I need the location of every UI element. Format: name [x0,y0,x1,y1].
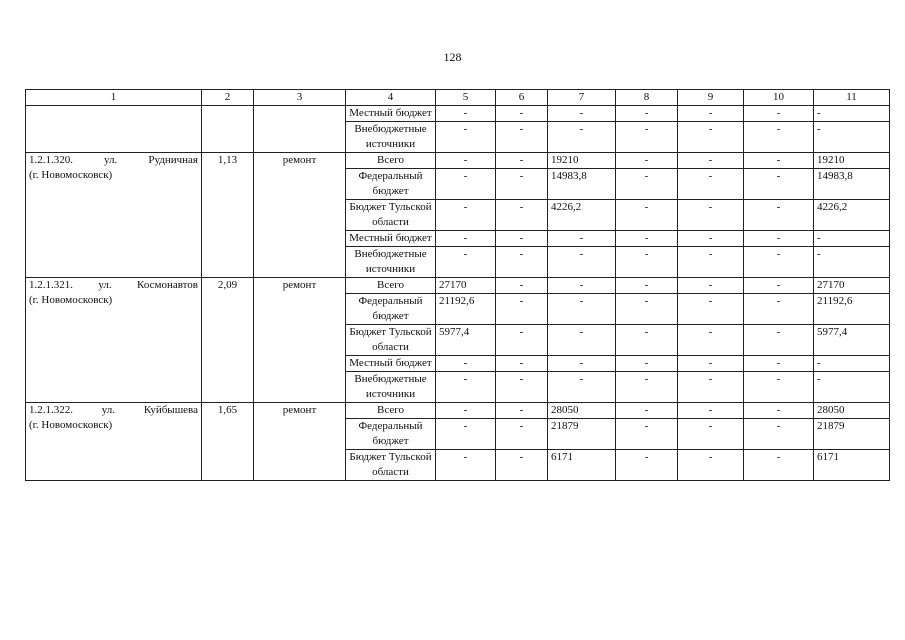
value-cell-v6: - [496,200,548,231]
column-header: 8 [616,90,678,106]
value-cell-v9: - [678,403,744,419]
column-header: 4 [346,90,436,106]
value-cell-v10: - [744,403,814,419]
value-cell-v8: - [616,200,678,231]
value-cell-v8: - [616,122,678,153]
value-cell-v7: 28050 [548,403,616,419]
value-cell-v5: - [436,450,496,481]
value-cell-v6: - [496,122,548,153]
value-cell-v7: - [548,356,616,372]
table-row [26,106,890,122]
value-cell-v11: 6171 [814,450,890,481]
funding-source-cell: Местный бюджет [346,106,436,122]
value-cell-v8: - [616,106,678,122]
value-cell-v9: - [678,325,744,356]
column-header: 7 [548,90,616,106]
value-cell-v6: - [496,169,548,200]
object-name: 1.2.1.320. ул. Рудничная [29,154,198,166]
value-cell-v10: - [744,419,814,450]
value-cell-v11: 4226,2 [814,200,890,231]
funding-source-cell: Бюджет Тульской области [346,325,436,356]
value-cell-v5: 27170 [436,278,496,294]
funding-source-cell: Всего [346,403,436,419]
value-cell-v11: - [814,372,890,403]
value-cell-v5: - [436,419,496,450]
work-type-cell: ремонт [254,403,346,481]
column-header: 2 [202,90,254,106]
value-cell-v8: - [616,403,678,419]
funding-source-cell: Бюджет Тульской области [346,200,436,231]
value-cell-v6: - [496,403,548,419]
value-cell-v10: - [744,325,814,356]
funding-source-cell: Внебюджетные источники [346,122,436,153]
table-row [26,278,890,294]
value-cell-v8: - [616,169,678,200]
object-name: 1.2.1.322. ул. Куйбышева [29,404,198,416]
value-cell-v8: - [616,450,678,481]
value-cell-v5: - [436,403,496,419]
value-cell-v10: - [744,247,814,278]
length-cell: 1,13 [202,153,254,278]
value-cell-v10: - [744,231,814,247]
value-cell-v10: - [744,294,814,325]
value-cell-v5: 21192,6 [436,294,496,325]
value-cell-v8: - [616,419,678,450]
column-header: 9 [678,90,744,106]
value-cell-v11: - [814,106,890,122]
value-cell-v9: - [678,278,744,294]
value-cell-v8: - [616,372,678,403]
value-cell-v10: - [744,122,814,153]
funding-source-cell: Местный бюджет [346,356,436,372]
value-cell-v9: - [678,419,744,450]
value-cell-v9: - [678,200,744,231]
value-cell-v11: 21192,6 [814,294,890,325]
length-cell: 2,09 [202,278,254,403]
value-cell-v10: - [744,450,814,481]
value-cell-v5: - [436,231,496,247]
funding-source-cell: Всего [346,278,436,294]
value-cell-v11: - [814,122,890,153]
value-cell-v11: 28050 [814,403,890,419]
funding-source-cell: Федеральный бюджет [346,169,436,200]
value-cell-v7: - [548,122,616,153]
value-cell-v6: - [496,231,548,247]
column-header: 11 [814,90,890,106]
value-cell-v5: - [436,356,496,372]
value-cell-v8: - [616,231,678,247]
value-cell-v7: - [548,294,616,325]
value-cell-v6: - [496,278,548,294]
value-cell-v10: - [744,106,814,122]
value-cell-v6: - [496,153,548,169]
work-type-cell: ремонт [254,153,346,278]
value-cell-v11: 5977,4 [814,325,890,356]
value-cell-v8: - [616,153,678,169]
table-body [26,90,890,481]
value-cell-v6: - [496,372,548,403]
object-name-cell [26,278,202,403]
value-cell-v5: 5977,4 [436,325,496,356]
funding-source-cell: Федеральный бюджет [346,294,436,325]
value-cell-v8: - [616,278,678,294]
object-name-cell [26,106,202,153]
value-cell-v10: - [744,169,814,200]
table-row [26,153,890,169]
value-cell-v7: 6171 [548,450,616,481]
funding-source-cell: Бюджет Тульской области [346,450,436,481]
value-cell-v7: - [548,372,616,403]
object-name-cell [26,153,202,278]
value-cell-v9: - [678,231,744,247]
value-cell-v6: - [496,106,548,122]
column-header: 10 [744,90,814,106]
object-name: 1.2.1.321. ул. Космонавтов [29,279,198,291]
value-cell-v11: - [814,247,890,278]
value-cell-v10: - [744,200,814,231]
value-cell-v7: 21879 [548,419,616,450]
funding-source-cell: Внебюджетные источники [346,247,436,278]
value-cell-v9: - [678,450,744,481]
value-cell-v10: - [744,356,814,372]
value-cell-v5: - [436,247,496,278]
value-cell-v6: - [496,247,548,278]
column-header: 6 [496,90,548,106]
value-cell-v7: 19210 [548,153,616,169]
length-cell: 1,65 [202,403,254,481]
object-location: (г. Новомосковск) [29,169,113,181]
budget-table [25,89,890,481]
page-number: 128 [443,50,462,64]
table-row [26,403,890,419]
value-cell-v10: - [744,278,814,294]
object-location: (г. Новомосковск) [29,294,113,306]
value-cell-v5: - [436,372,496,403]
value-cell-v8: - [616,356,678,372]
value-cell-v11: - [814,231,890,247]
value-cell-v7: - [548,106,616,122]
value-cell-v10: - [744,372,814,403]
value-cell-v9: - [678,247,744,278]
column-header: 1 [26,90,202,106]
object-location: (г. Новомосковск) [29,419,113,431]
value-cell-v9: - [678,372,744,403]
column-number-row [26,90,890,106]
value-cell-v5: - [436,122,496,153]
value-cell-v8: - [616,247,678,278]
value-cell-v11: 27170 [814,278,890,294]
value-cell-v8: - [616,294,678,325]
value-cell-v11: 19210 [814,153,890,169]
value-cell-v9: - [678,106,744,122]
value-cell-v11: 21879 [814,419,890,450]
value-cell-v8: - [616,325,678,356]
value-cell-v9: - [678,169,744,200]
value-cell-v5: - [436,106,496,122]
object-name-cell [26,403,202,481]
work-type-cell [254,106,346,153]
value-cell-v6: - [496,450,548,481]
value-cell-v7: 14983,8 [548,169,616,200]
funding-source-cell: Внебюджетные источники [346,372,436,403]
column-header: 5 [436,90,496,106]
value-cell-v11: - [814,356,890,372]
value-cell-v6: - [496,356,548,372]
value-cell-v9: - [678,294,744,325]
value-cell-v7: 4226,2 [548,200,616,231]
value-cell-v5: - [436,200,496,231]
value-cell-v7: - [548,278,616,294]
column-header: 3 [254,90,346,106]
value-cell-v7: - [548,247,616,278]
funding-source-cell: Всего [346,153,436,169]
value-cell-v6: - [496,294,548,325]
funding-source-cell: Федеральный бюджет [346,419,436,450]
value-cell-v5: - [436,153,496,169]
work-type-cell: ремонт [254,278,346,403]
value-cell-v6: - [496,325,548,356]
funding-source-cell: Местный бюджет [346,231,436,247]
value-cell-v5: - [436,169,496,200]
value-cell-v6: - [496,419,548,450]
value-cell-v9: - [678,122,744,153]
value-cell-v9: - [678,356,744,372]
length-cell [202,106,254,153]
value-cell-v7: - [548,325,616,356]
value-cell-v10: - [744,153,814,169]
value-cell-v9: - [678,153,744,169]
value-cell-v7: - [548,231,616,247]
value-cell-v11: 14983,8 [814,169,890,200]
